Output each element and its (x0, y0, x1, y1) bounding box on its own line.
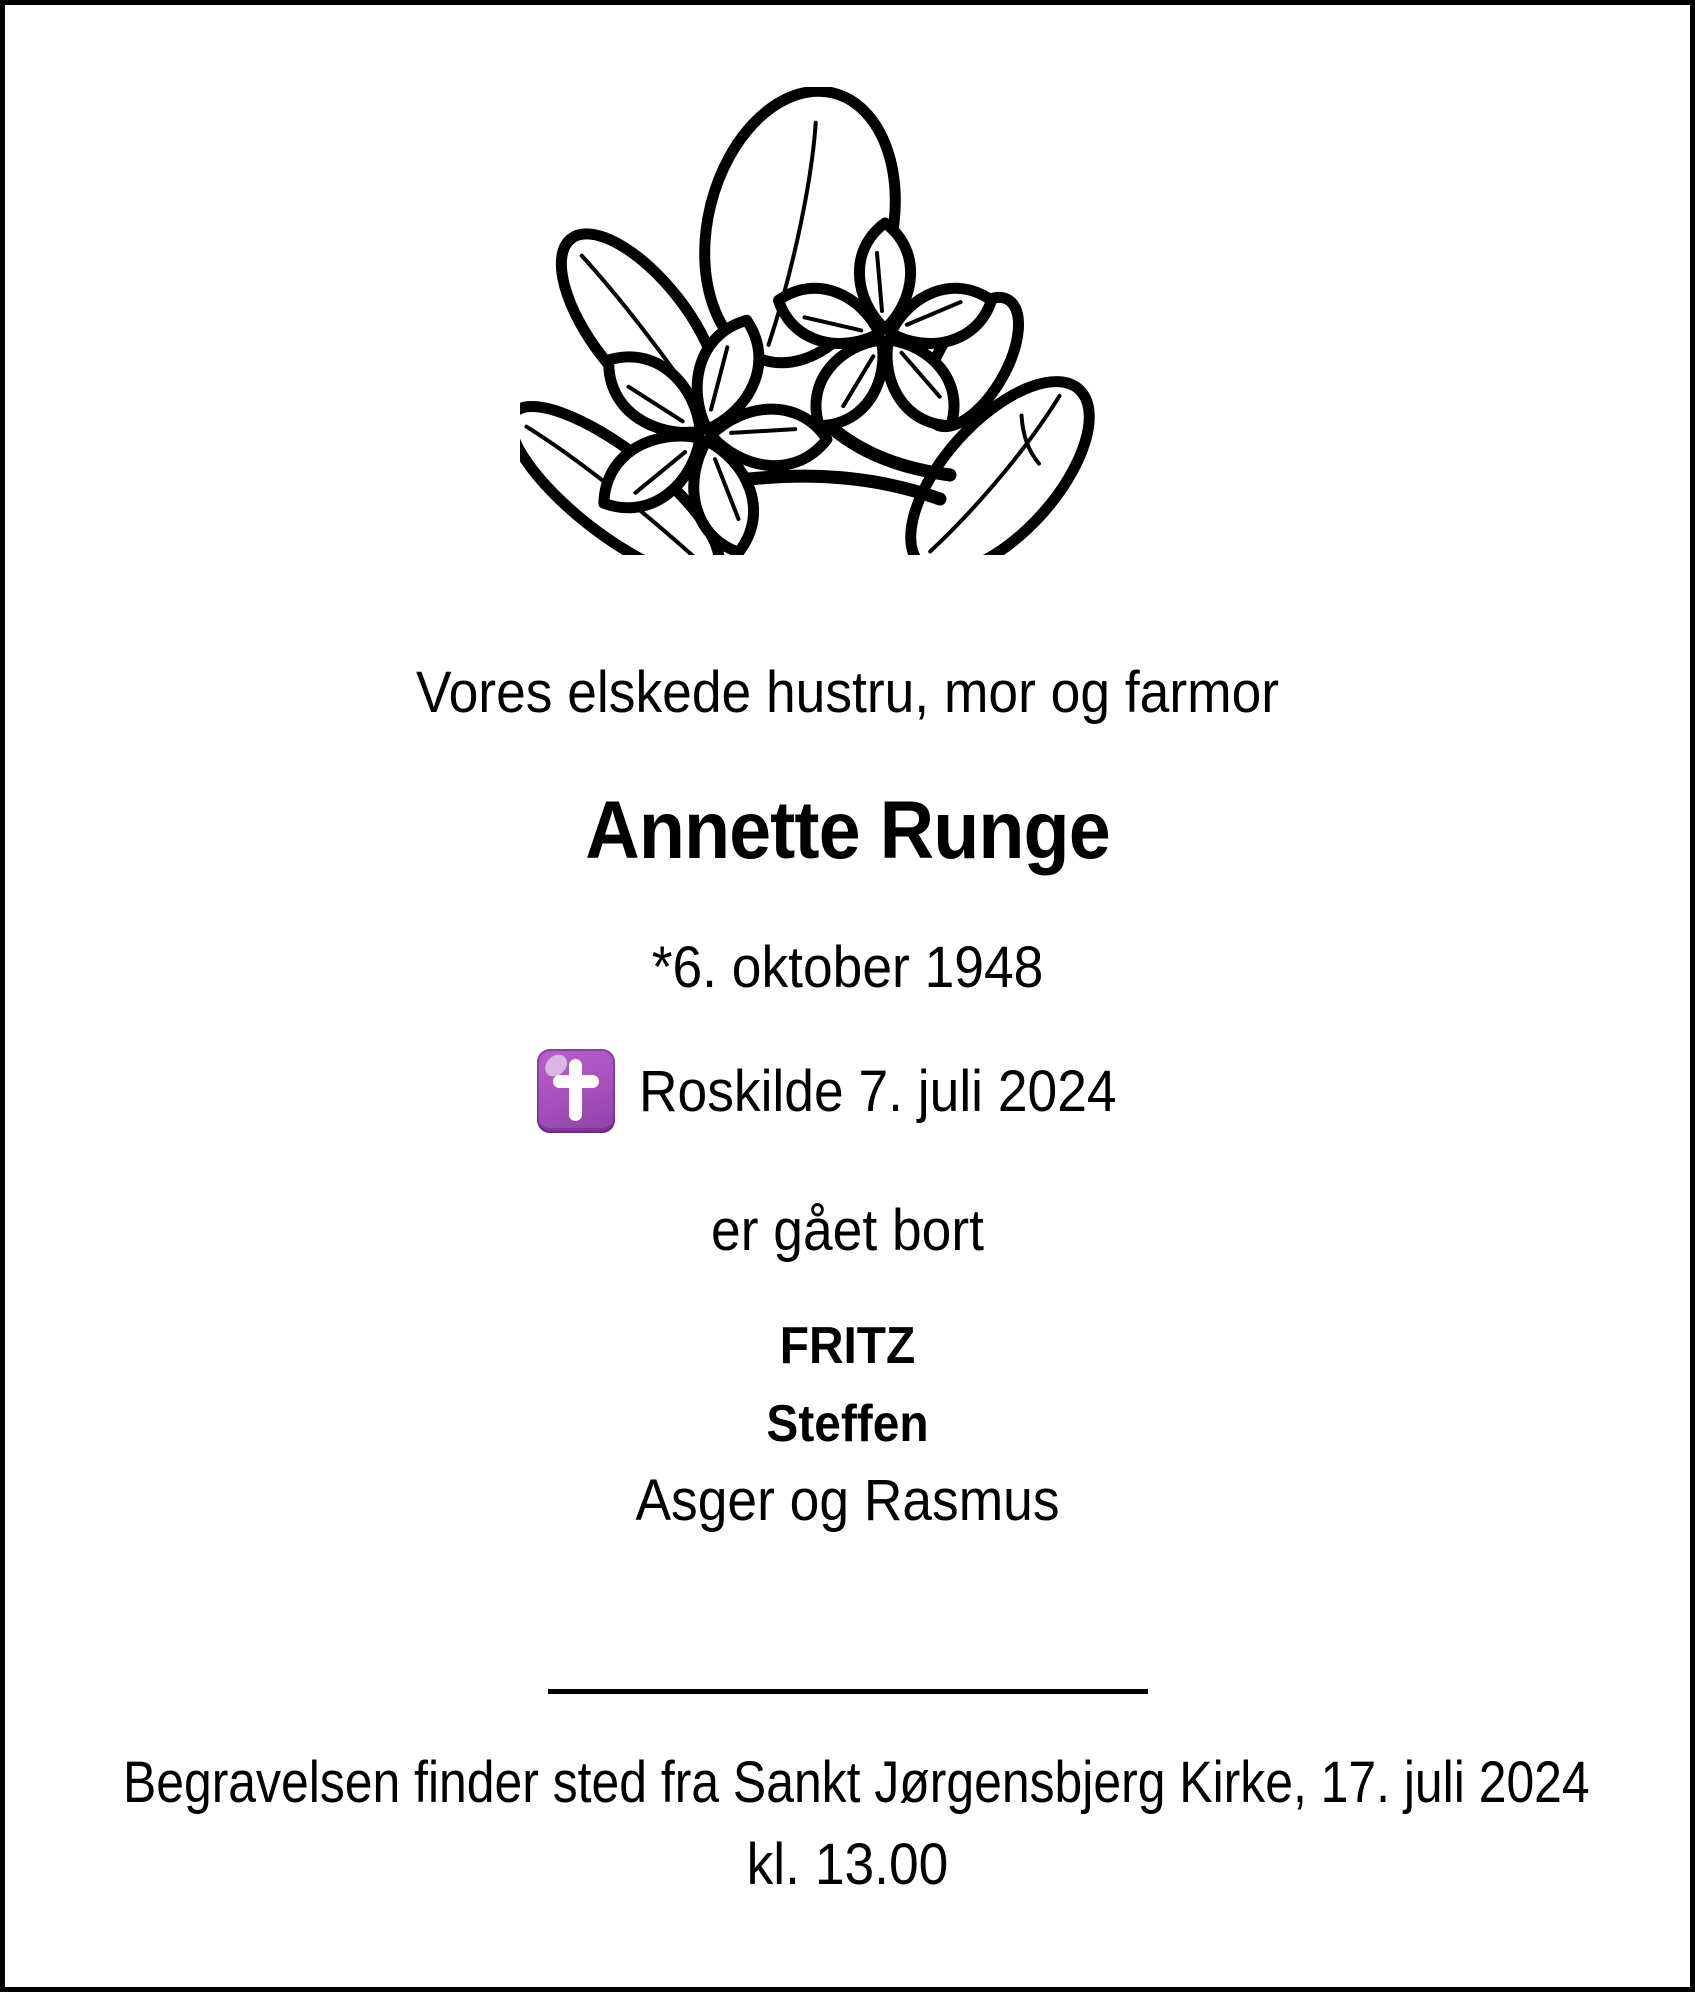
funeral-time: kl. 13.00 (746, 1832, 949, 1897)
latin-cross-icon (537, 1049, 615, 1133)
birth-date: *6. oktober 1948 (651, 935, 1044, 1000)
mourner-name-2: Steffen (766, 1395, 929, 1453)
mourner-name-1: FRITZ (779, 1317, 916, 1375)
intro-line: Vores elskede hustru, mor og farmor (415, 660, 1280, 725)
divider-line (548, 1689, 1148, 1694)
deceased-name: Annette Runge (585, 785, 1110, 876)
funeral-details: Begravelsen finder sted fra Sankt Jørgensbjerg Kirke, 17. juli 2024 (122, 1750, 1590, 1815)
death-row (5, 1049, 1690, 1133)
cross-glyph (537, 1049, 615, 1133)
death-place-date: Roskilde 7. juli 2024 (638, 1058, 1117, 1124)
mourner-name-3: Asger og Rasmus (635, 1468, 1060, 1533)
flower-illustration (520, 87, 1095, 555)
statement-line: er gået bort (711, 1198, 984, 1263)
flower-illustration-container (520, 87, 1095, 555)
